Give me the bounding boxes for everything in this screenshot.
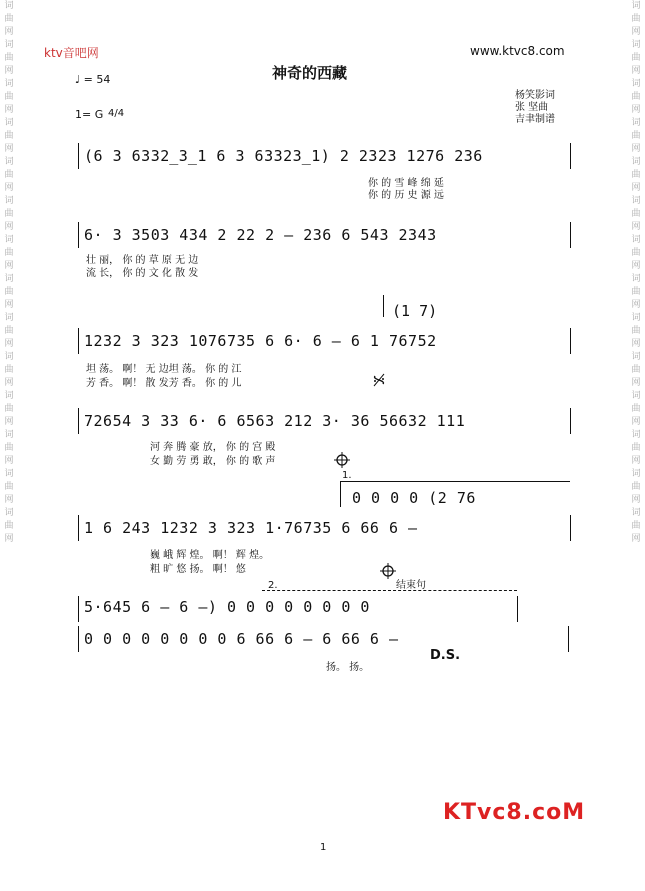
page-number: 1 <box>320 842 327 853</box>
bracket-notes: (1 7) <box>392 302 438 320</box>
barline <box>568 626 569 652</box>
barline <box>78 328 79 354</box>
barline <box>78 596 79 622</box>
lyrics-line-6a: 扬。 扬。 <box>326 662 370 673</box>
score-line-2: 6· 3 3503 434 2 22 2 — 236 6 543 2343 <box>84 226 437 244</box>
barline <box>570 408 571 434</box>
key-signature: 1= G <box>75 108 104 121</box>
barline <box>340 481 341 507</box>
side-watermark-left: 词曲网词曲网词曲网词曲网词曲网词曲网词曲网词曲网词曲网词曲网词曲网词曲网词曲网词曲网 <box>4 1 14 544</box>
barline <box>78 515 79 541</box>
side-watermark-right: 词曲网词曲网词曲网词曲网词曲网词曲网词曲网词曲网词曲网词曲网词曲网词曲网词曲网词曲网 <box>631 1 641 544</box>
barline <box>570 143 571 169</box>
barline <box>570 515 571 541</box>
lyrics-line-1b: 你 的 历 史 源 远 <box>368 190 444 201</box>
song-title: 神奇的西藏 <box>272 64 348 82</box>
lyrics-line-3a: 坦 荡。 啊！ 无 边坦 荡。 你 的 江 <box>86 364 242 375</box>
volta-1-bracket <box>340 481 570 482</box>
volta-2-label: 2. <box>268 580 278 591</box>
volta-2-bracket <box>262 590 517 592</box>
lyrics-line-1a: 你 的 雪 峰 绵 延 <box>368 178 444 189</box>
lyrics-line-5a: 巍 峨 辉 煌。 啊！ 辉 煌。 <box>150 550 270 561</box>
barline <box>570 328 571 354</box>
volta-1-label: 1. <box>342 470 352 481</box>
barline <box>78 408 79 434</box>
coda-icon <box>334 452 350 468</box>
tempo-marking: ♩ = 54 <box>75 73 111 86</box>
site-logo: KTvc8.coM <box>443 800 586 825</box>
credit-transcriber: 吉聿制谱 <box>515 114 555 125</box>
coda-icon <box>380 563 396 579</box>
score-line-6: 5·645 6 — 6 —) 0 0 0 0 0 0 0 0 <box>84 598 370 616</box>
lyrics-line-4a: 河 奔 腾 豪 放， 你 的 宫 殿 <box>150 442 276 453</box>
barline <box>78 222 79 248</box>
segno-icon <box>372 372 386 388</box>
barline <box>517 596 518 622</box>
barline <box>570 222 571 248</box>
score-line-5: 1 6 243 1232 3 323 1·76735 6 66 6 — <box>84 519 418 537</box>
score-line-3: 1232 3 323 1076735 6 6· 6 — 6 1 76752 <box>84 332 437 350</box>
lyrics-line-2a: 壮 丽， 你 的 草 原 无 边 <box>86 255 199 266</box>
score-line-4: 72654 3 33 6· 6 6563 212 3· 36 56632 111 <box>84 412 466 430</box>
barline <box>78 143 79 169</box>
site-mark-right: www.ktvc8.com <box>470 44 565 58</box>
lyrics-line-3b: 芳 香。 啊！ 散 发芳 香。 你 的 儿 <box>86 378 242 389</box>
ds-marking: D.S. <box>430 648 461 663</box>
barline <box>383 295 384 317</box>
credit-lyricist: 杨笑影词 <box>515 90 555 101</box>
score-line-1: (6 3 6332̲3̲1 6 3 63323̲1) 2 2323 1276 236 <box>84 147 483 165</box>
lyrics-line-4b: 女 勤 劳 勇 敢， 你 的 歌 声 <box>150 456 276 467</box>
score-line-5-upper: 0 0 0 0 (2 76 <box>352 489 476 507</box>
ending-label: 结束句 <box>396 580 426 591</box>
time-signature: 4/4 <box>108 108 125 119</box>
score-line-6-lower: 0 0 0 0 0 0 0 0 6 66 6 — 6 66 6 — <box>84 630 399 648</box>
site-mark-left: ktv音吧网 <box>44 46 99 60</box>
lyrics-line-5b: 粗 旷 悠 扬。 啊！ 悠 <box>150 564 246 575</box>
credit-composer: 张 坚曲 <box>515 102 549 113</box>
lyrics-line-2b: 流 长， 你 的 文 化 散 发 <box>86 268 199 279</box>
barline <box>78 626 79 652</box>
